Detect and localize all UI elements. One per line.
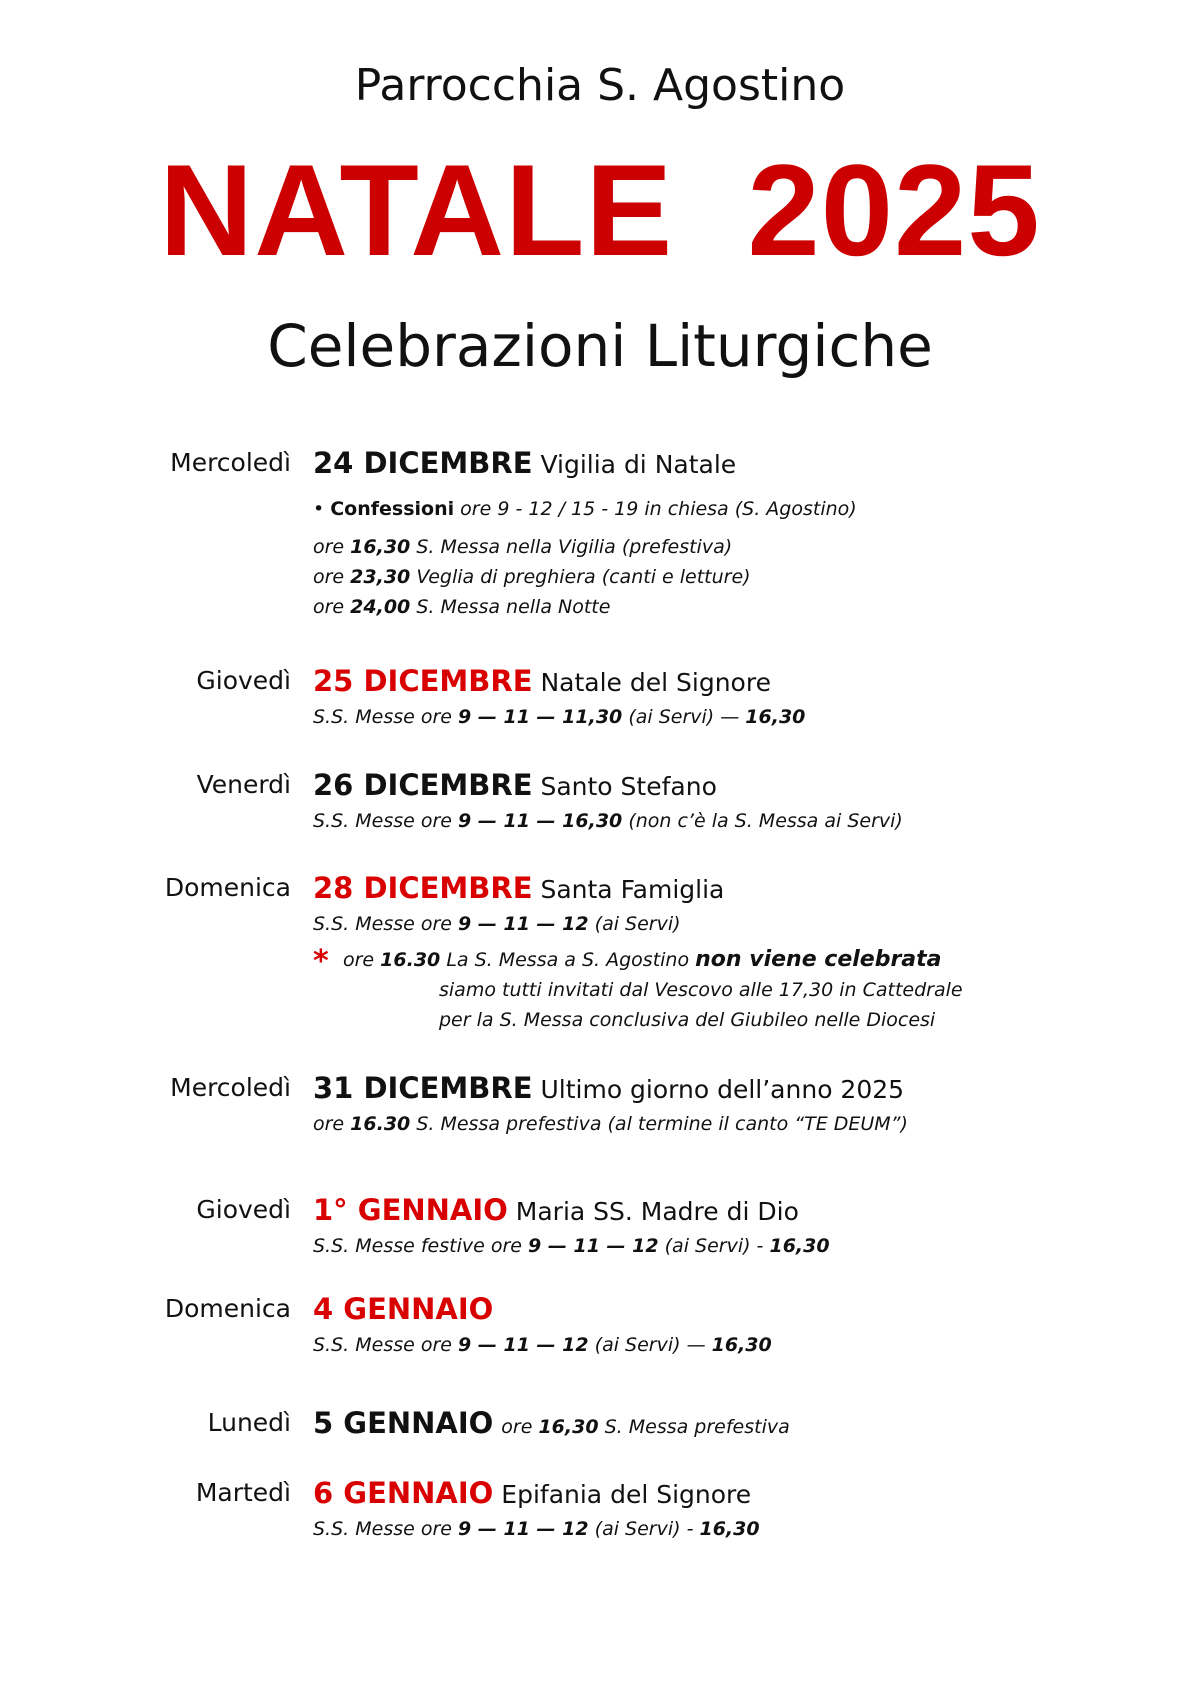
feast-label: Santa Famiglia [540, 875, 725, 904]
date-label: 28 DICEMBRE [313, 871, 533, 905]
date-label: 24 DICEMBRE [313, 446, 533, 480]
schedule-line: ore 16.30 S. Messa prefestiva (al termine il canto “TE DEUM”) [313, 1113, 908, 1135]
schedule-line: S.S. Messe ore 9 — 11 — 16,30 (non c’è la S. Messa ai Servi) [313, 810, 903, 832]
parish-name: Parrocchia S. Agostino [354, 60, 846, 111]
inline-schedule: ore 16,30 S. Messa prefestiva [501, 1416, 790, 1438]
date-label: 25 DICEMBRE [313, 664, 533, 698]
weekday-label: Venerdì [196, 770, 291, 799]
feast-label: Santo Stefano [540, 772, 717, 801]
date-label: 1° GENNAIO [313, 1193, 508, 1227]
weekday-label: Martedì [195, 1478, 291, 1507]
feast-label: Natale del Signore [540, 668, 771, 697]
cancellation-notice: * ore 16.30 La S. Messa a S. Agostino non viene celebrata siamo tutti invitati dal Vescovo alle 17,30 in Cattedrale per la S. Messa conclusiva del Giubileo nelle Diocesi [313, 945, 1173, 1035]
feast-label: Maria SS. Madre di Dio [515, 1197, 799, 1226]
schedule-line: S.S. Messe festive ore 9 — 11 — 12 (ai Servi) - 16,30 [313, 1235, 830, 1257]
weekday-label: Mercoledì [170, 1073, 291, 1102]
feast-label: Ultimo giorno dell’anno 2025 [540, 1075, 905, 1104]
poster-title: NATALE 2025 [159, 137, 1041, 283]
notice-line: siamo tutti invitati dal Vescovo alle 17,30 in Cattedrale [439, 979, 963, 1001]
schedule-line: S.S. Messe ore 9 — 11 — 12 (ai Servi) — 16,30 [313, 1334, 772, 1356]
weekday-label: Domenica [164, 873, 291, 902]
entry-content [313, 444, 1173, 622]
date-label: 6 GENNAIO [313, 1476, 494, 1510]
schedule-line: ore 16,30 S. Messa nella Vigilia (prefestiva) [313, 536, 733, 558]
date-label: 26 DICEMBRE [313, 768, 533, 802]
weekday-label: Mercoledì [170, 448, 291, 477]
confession-label: Confessioni [330, 498, 455, 520]
feast-label: Epifania del Signore [501, 1480, 752, 1509]
confession-text: ore 9 - 12 / 15 - 19 in chiesa (S. Agostino) [460, 498, 857, 520]
asterisk-icon: * [313, 944, 329, 979]
weekday-label: Giovedì [196, 1195, 291, 1224]
schedule-line: S.S. Messe ore 9 — 11 — 12 (ai Servi) [313, 913, 681, 935]
date-label: 31 DICEMBRE [313, 1071, 533, 1105]
weekday-label: Giovedì [196, 666, 291, 695]
schedule-line: S.S. Messe ore 9 — 11 — 11,30 (ai Servi) — 16,30 [313, 706, 806, 728]
poster-subtitle: Celebrazioni Liturgiche [267, 312, 933, 380]
confession-line [313, 494, 1173, 524]
schedule-line: ore 24,00 S. Messa nella Notte [313, 596, 611, 618]
feast-label: Vigilia di Natale [540, 450, 737, 479]
date-label: 4 GENNAIO [313, 1292, 494, 1326]
notice-emphasis: non viene celebrata [695, 947, 942, 972]
weekday-label: Lunedì [207, 1408, 291, 1437]
weekday-label: Domenica [164, 1294, 291, 1323]
schedule-line: S.S. Messe ore 9 — 11 — 12 (ai Servi) - 16,30 [313, 1518, 760, 1540]
schedule-line: ore 23,30 Veglia di preghiera (canti e letture) [313, 566, 751, 588]
bullet-icon: • [313, 498, 325, 520]
notice-line: per la S. Messa conclusiva del Giubileo nelle Diocesi [439, 1009, 936, 1031]
date-label: 5 GENNAIO [313, 1406, 494, 1440]
